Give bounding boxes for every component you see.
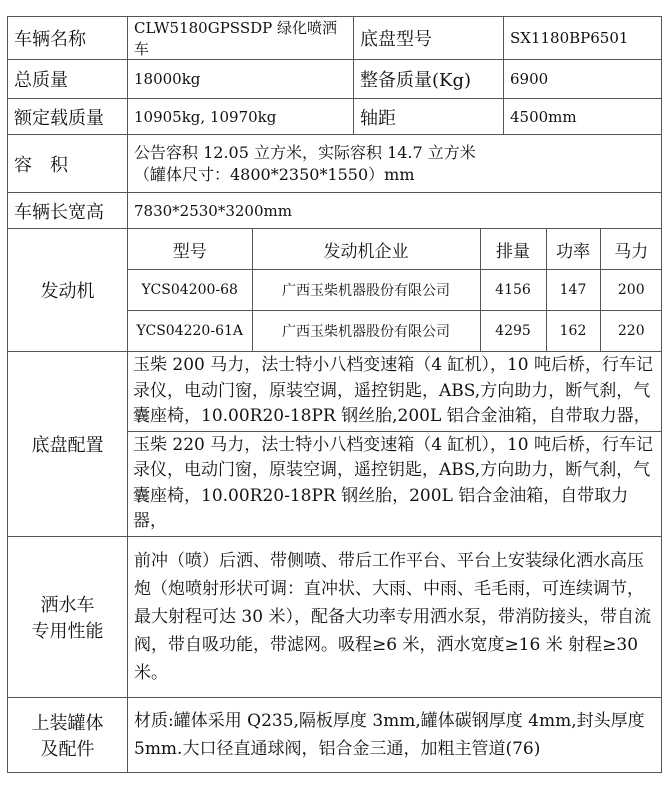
curb-mass-label: 整备质量(Kg) xyxy=(354,60,504,99)
rated-load-label: 额定载质量 xyxy=(8,99,128,135)
dimensions-label: 车辆长宽高 xyxy=(8,193,128,229)
spec-table xyxy=(7,16,662,773)
tank-label-line-1: 上装罐体 xyxy=(31,712,104,734)
volume-label: 容 积 xyxy=(8,135,128,193)
row-volume xyxy=(8,135,662,193)
tank-label-line-2: 及配件 xyxy=(40,738,95,760)
engine-table xyxy=(128,229,662,351)
engine-row xyxy=(128,270,662,311)
row-chassis-config xyxy=(8,352,662,537)
wheelbase-value: 4500mm xyxy=(504,99,662,135)
tank-label xyxy=(8,697,128,772)
sprinkler-text: 前冲（喷）后洒、带侧喷、带后工作平台、平台上安装绿化洒水高压炮（炮喷射形状可调：直冲状、大雨、中雨、毛毛雨，可连续调节，最大射程可达 30 米），配备大功率专用洒水泵，带消防接头，带自流阀，带自吸功能，带滤网。吸程≥6 米，洒水宽度≥16 米 射程≥30 米。 xyxy=(128,536,662,697)
dimensions-value: 7830*2530*3200mm xyxy=(128,193,662,229)
row-sprinkler xyxy=(8,536,662,697)
engine-row xyxy=(128,311,662,352)
engine-hp: 220 xyxy=(600,311,662,352)
chassis-config-option-2: 玉柴 220 马力，法士特小八档变速箱（4 缸机），10 吨后桥，行车记录仪，电动门窗，原装空调，遥控钥匙，ABS,方向助力，断气刹，气囊座椅，10.00R20-18PR 钢丝胎，200L 铝合金油箱，自带取力器， xyxy=(128,431,661,536)
sprinkler-label-line-2: 专用性能 xyxy=(31,620,104,642)
sprinkler-label-line-1: 洒水车 xyxy=(40,594,95,616)
row-gross-mass xyxy=(8,60,662,99)
engine-power: 147 xyxy=(546,270,600,311)
row-dimensions xyxy=(8,193,662,229)
chassis-model-label: 底盘型号 xyxy=(354,17,504,60)
engine-model: YCS04220-61A xyxy=(128,311,252,352)
engine-displacement: 4156 xyxy=(480,270,546,311)
engine-header-model: 型号 xyxy=(128,229,252,270)
tank-text: 材质:罐体采用 Q235,隔板厚度 3mm,罐体碳钢厚度 4mm,封头厚度 5mm.大口径直通球阀，铝合金三通，加粗主管道(76) xyxy=(128,697,662,772)
volume-value xyxy=(128,135,662,193)
chassis-model-value: SX1180BP6501 xyxy=(504,17,662,60)
engine-maker: 广西玉柴机器股份有限公司 xyxy=(252,270,480,311)
engine-displacement: 4295 xyxy=(480,311,546,352)
chassis-config-label: 底盘配置 xyxy=(8,352,128,537)
engine-hp: 200 xyxy=(600,270,662,311)
row-tank xyxy=(8,697,662,772)
sprinkler-label xyxy=(8,536,128,697)
rated-load-value: 10905kg, 10970kg xyxy=(128,99,354,135)
vehicle-name-value: CLW5180GPSSDP 绿化喷洒车 xyxy=(128,17,354,60)
chassis-config-option-1: 玉柴 200 马力，法士特小八档变速箱（4 缸机），10 吨后桥，行车记录仪，电动门窗，原装空调，遥控钥匙，ABS,方向助力，断气刹，气囊座椅，10.00R20-18PR 钢丝胎,200L 铝合金油箱，自带取力器， xyxy=(133,355,654,426)
volume-line-2: （罐体尺寸：4800*2350*1550）mm xyxy=(134,164,415,184)
volume-line-1: 公告容积 12.05 立方米，实际容积 14.7 立方米 xyxy=(134,142,476,162)
engine-header-maker: 发动机企业 xyxy=(252,229,480,270)
engine-header-displacement: 排量 xyxy=(480,229,546,270)
spec-sheet xyxy=(7,16,661,800)
row-rated-load xyxy=(8,99,662,135)
engine-table-cell xyxy=(128,229,662,352)
chassis-config-cell xyxy=(128,352,662,537)
engine-maker: 广西玉柴机器股份有限公司 xyxy=(252,311,480,352)
engine-header-power: 功率 xyxy=(546,229,600,270)
engine-label: 发动机 xyxy=(8,229,128,352)
engine-model: YCS04200-68 xyxy=(128,270,252,311)
curb-mass-value: 6900 xyxy=(504,60,662,99)
row-engine xyxy=(8,229,662,352)
gross-mass-value: 18000kg xyxy=(128,60,354,99)
vehicle-name-label: 车辆名称 xyxy=(8,17,128,60)
engine-power: 162 xyxy=(546,311,600,352)
gross-mass-label: 总质量 xyxy=(8,60,128,99)
engine-header-hp: 马力 xyxy=(600,229,662,270)
row-vehicle-name xyxy=(8,17,662,60)
wheelbase-label: 轴距 xyxy=(354,99,504,135)
engine-header-row xyxy=(128,229,662,270)
